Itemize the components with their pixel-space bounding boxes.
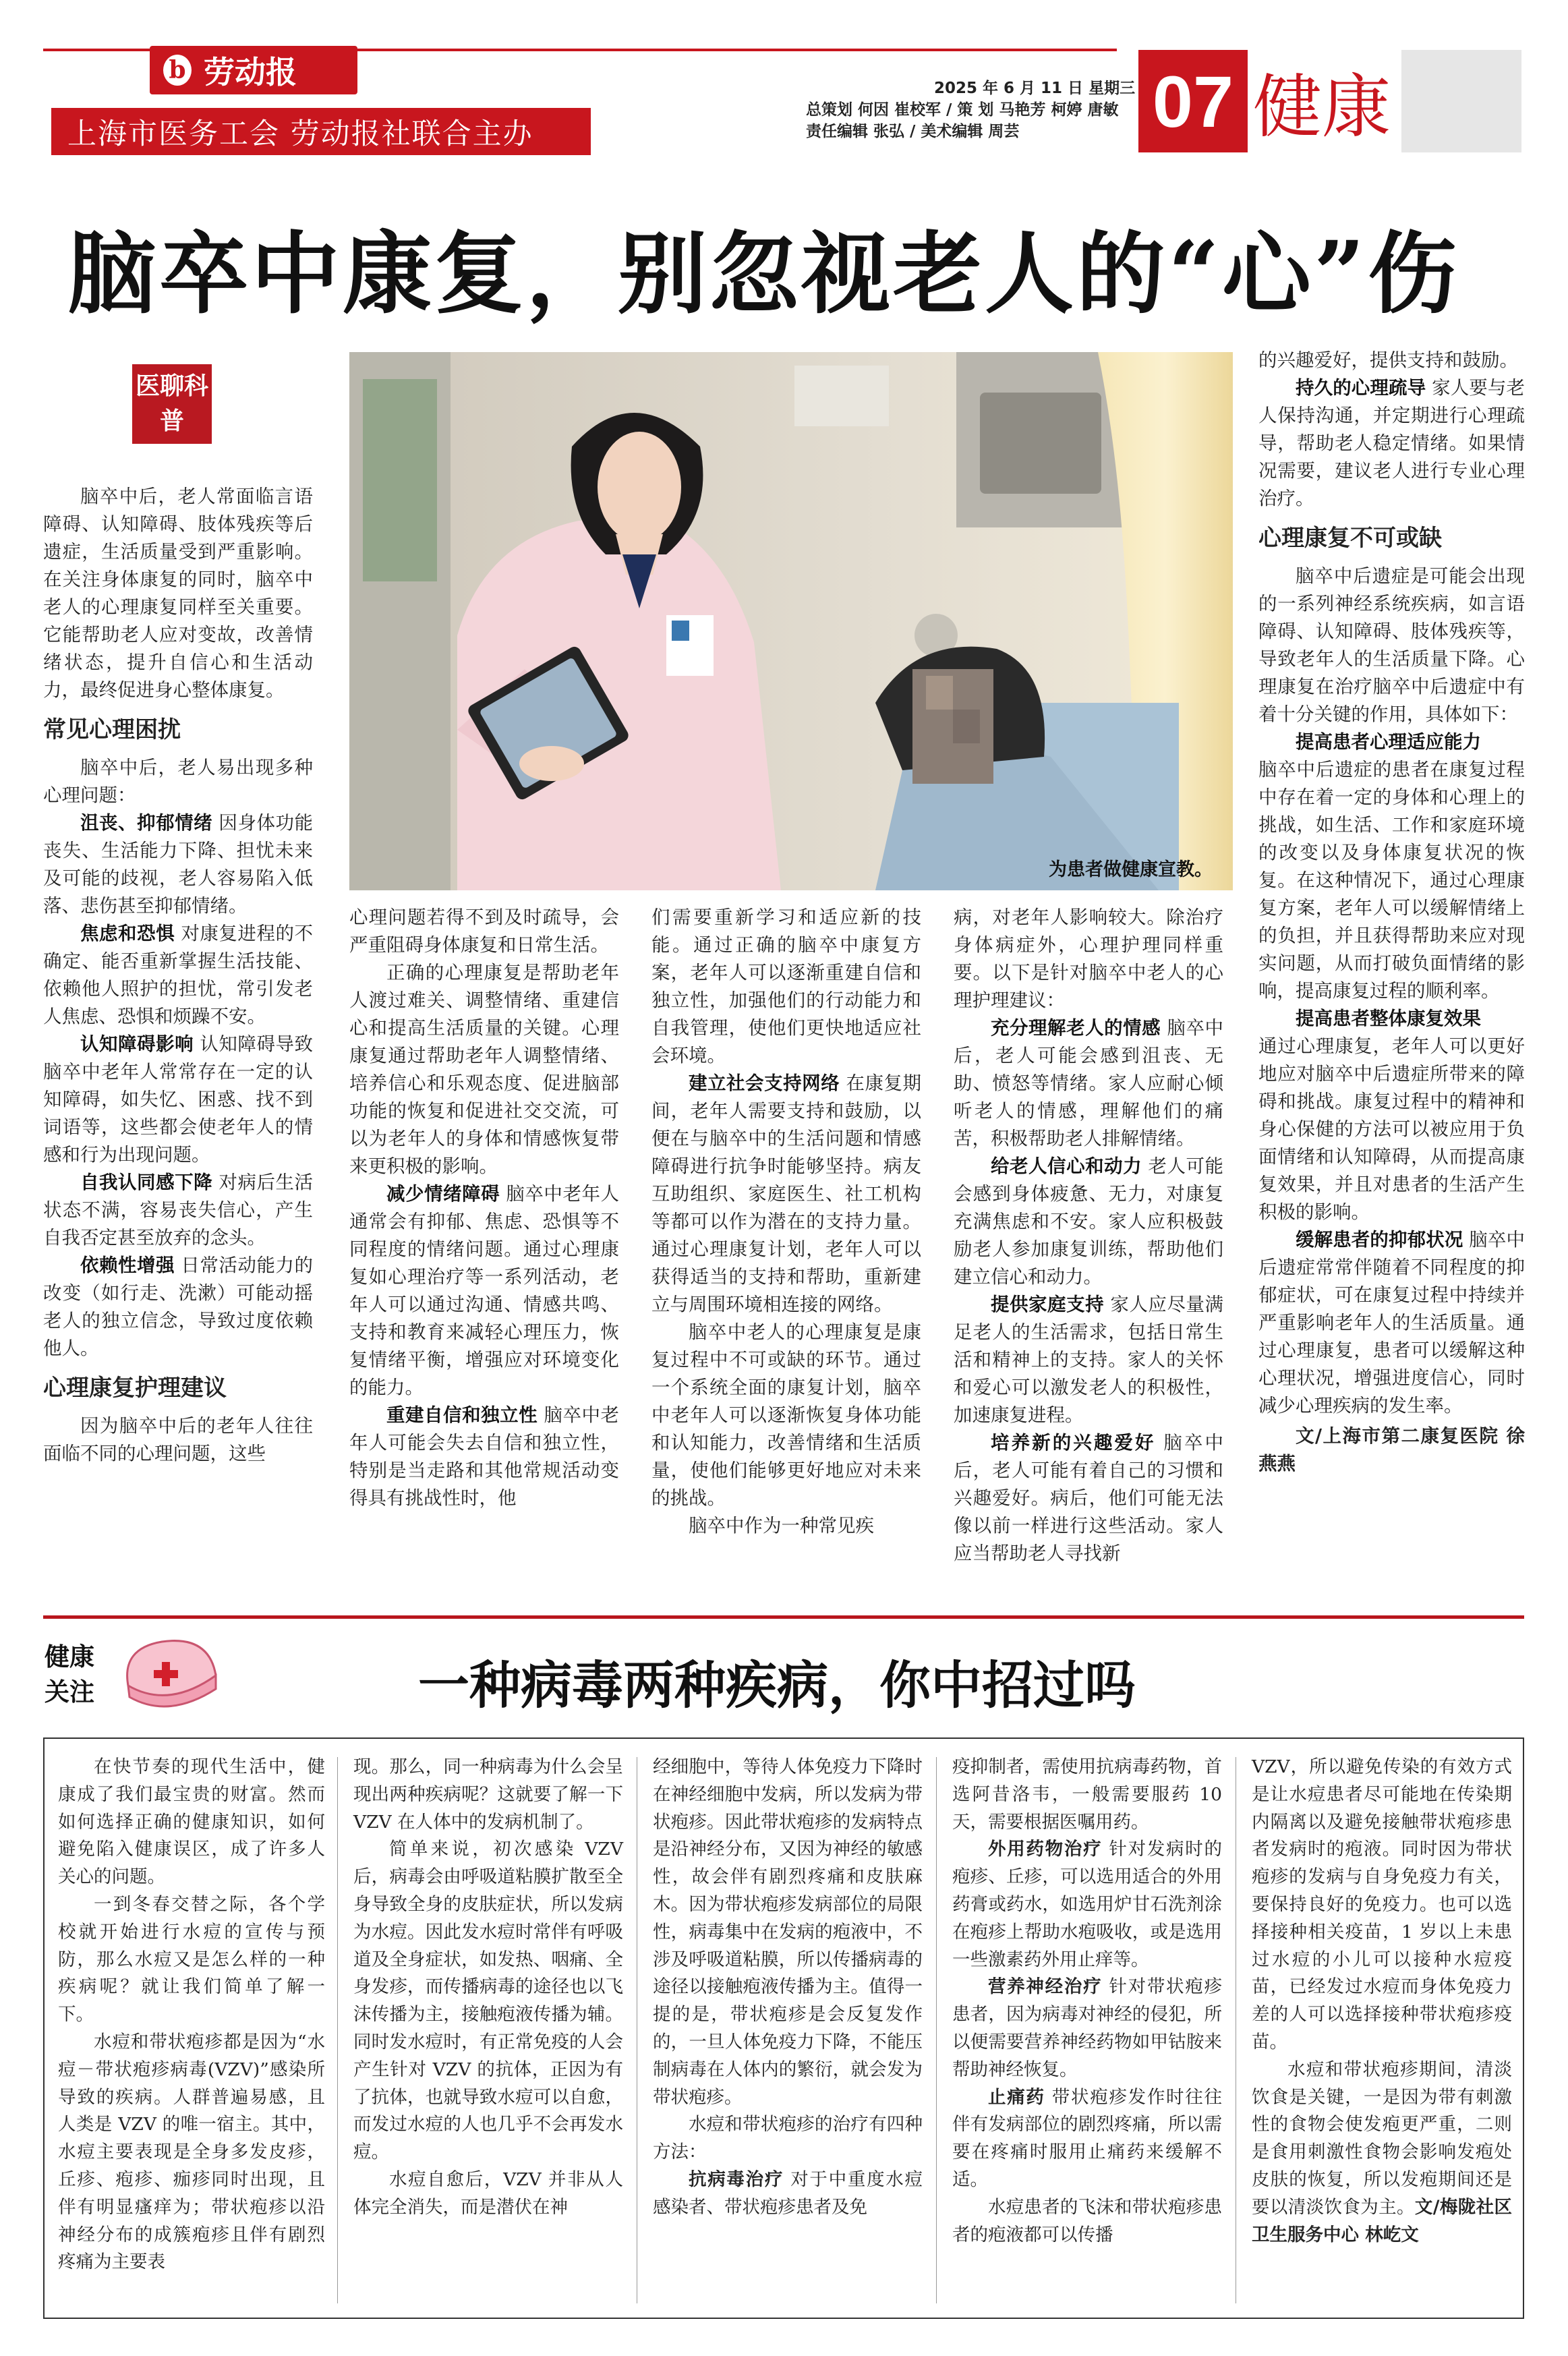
section-divider <box>43 1615 1524 1619</box>
paragraph: 的兴趣爱好，提供支持和鼓励。 <box>1258 349 1518 371</box>
paragraph <box>954 1153 1223 1291</box>
paragraph-text: 因身体功能丧失、生活能力下降、担忧未来及可能的歧视，老人容易陷入低落、悲伤甚至抑郁情绪。 <box>43 812 314 917</box>
paragraph: 正确的心理康复是帮助老年人渡过难关、调整情绪、重建信心和提高生活质量的关键。心理康复通过帮助老年人调整情绪、培养信心和乐观态度、促进脑部功能的恢复和促进社交交流，可以为老年人的身体和情感恢复带来更积极的影响。 <box>349 962 619 1177</box>
intro-paragraph: 脑卒中后，老人常面临言语障碍、认知障碍、肢体残疾等后遗症，生活质量受到严重影响。在关注身体康复的同时，脑卒中老人的心理康复同样至关重要。它能帮助老人应对变故，改善情绪状态，提升自信心和生活动力，最终促进身心整体康复。 <box>43 486 313 701</box>
paragraph <box>349 1180 619 1402</box>
paragraph: 脑卒中后遗症的患者在康复过程中存在着一定的身体和心理上的挑战，如生活、工作和家庭环境的改变以及身体康复状况的恢复。在这种情况下，通过心理康复方案，老年人可以缓解情绪上的负担，并且获得帮助来应对现实问题，从而打破负面情绪的影响，提高康复过程的顺利率。 <box>1258 759 1525 1002</box>
lead-term: 自我认同感下降 <box>80 1172 213 1193</box>
lead-term: 充分理解老人的情感 <box>991 1017 1161 1039</box>
paragraph-text: 脑卒中老年人可能会失去自信和独立性，特别是当走路和其他常规活动变得具有挑战性时，他 <box>349 1404 619 1509</box>
lead-term: 持久的心理疏导 <box>1296 377 1426 399</box>
paragraph: 经细胞中，等待人体免疫力下降时在神经细胞中发病，所以发病为带状疱疹。因此带状疱疹的发病特点是沿神经分布，又因为神经的敏感性，故会伴有剧烈疼痛和皮肤麻木。因为带状疱疹发病部位的局限性，病毒集中在发病的疱液中，不涉及呼吸道粘膜，所以传播病毒的途径以接触疱液传播为主。值得一提的是，带状疱疹是会反复发作的，一旦人体免疫力下降，不能压制病毒在人体内的繁衍，就会发为带状疱疹。 <box>653 1756 923 2108</box>
paragraph: 水痘和带状疱疹的治疗有四种方法： <box>653 2114 923 2163</box>
paragraph-text: 对康复进程的不确定、能否重新掌握生活技能、依赖他人照护的担忧，常引发老人焦虑、恐惧和烦躁不安。 <box>43 923 313 1027</box>
nurse-cap-icon <box>115 1621 223 1723</box>
paragraph <box>653 2166 923 2222</box>
paragraph-text: 对于中重度水痘感染者、带状疱疹患者及免 <box>653 2168 923 2218</box>
article1-headline: 脑卒中康复，别忽视老人的“心”伤 <box>67 222 1459 326</box>
article2-col4 <box>952 1754 1222 2249</box>
paragraph: 心理问题若得不到及时疏导，会严重阻碍身体康复和日常生活。 <box>349 907 619 956</box>
lead-term: 外用药物治疗 <box>988 1839 1103 1860</box>
subhead-indispensable: 心理康复不可或缺 <box>1258 525 1442 552</box>
masthead-meta <box>806 78 1136 142</box>
paragraph-text: 脑卒中后，老人可能会感到沮丧、无助、愤怒等情绪。家人应耐心倾听老人的情感，理解他们的痛苦，积极帮助老人排解情绪。 <box>954 1017 1223 1149</box>
lead-term: 重建自信和独立性 <box>386 1404 538 1426</box>
article2-col3 <box>653 1754 923 2222</box>
paragraph-text: 家人应尽量满足老人的生活需求，包括日常生活和精神上的支持。家人的关怀和爱心可以激发老人的积极性，加速康复进程。 <box>954 1294 1223 1426</box>
photo-caption: 为患者做健康宣教。 <box>1049 859 1213 880</box>
lead-term: 提高患者整体康复效果 <box>1296 1008 1481 1029</box>
top-rule-right <box>357 49 1117 51</box>
paragraph <box>952 1836 1222 1974</box>
article1-col3 <box>651 904 921 1540</box>
paragraph-text: 脑卒中后遗症常常伴随着不同程度的抑郁症状，可在康复过程中持续并严重影响老年人的生活质量。通过心理康复，患者可以缓解这种心理状况，增强进度信心，同时减少心理疾病的发生率。 <box>1258 1229 1526 1416</box>
paragraph: 脑卒中老人的心理康复是康复过程中不可或缺的环节。通过一个系统全面的康复计划，脑卒中老年人可以逐渐恢复身体功能和认知能力，改善情绪和生活质量，使他们能够更好地应对未来的挑战。 <box>651 1321 921 1509</box>
paragraph-text: 家人要与老人保持沟通，并定期进行心理疏导，帮助老人稳定情绪。如果情况需要，建议老人进行专业心理治疗。 <box>1258 377 1526 509</box>
section-name: 健康 <box>1253 67 1391 148</box>
lead-term: 依赖性增强 <box>80 1255 175 1276</box>
paragraph-text: 认知障碍导致脑卒中老年人常常存在一定的认知障碍，如失忆、困惑、找不到词语等，这些都会使老年人的情感和行为出现问题。 <box>43 1033 313 1166</box>
paragraph <box>952 2084 1222 2194</box>
paragraph-text: 日常活动能力的改变（如行走、洗漱）可能动摇老人的独立信念，导致过度依赖他人。 <box>43 1255 313 1359</box>
lead-term: 焦虑和恐惧 <box>80 923 175 944</box>
paragraph <box>349 1402 619 1512</box>
paragraph <box>1258 374 1525 513</box>
paragraph: 水痘自愈后，VZV 并非从人体完全消失，而是潜伏在神 <box>353 2168 623 2218</box>
paragraph: 疫抑制者，需使用抗病毒药物，首选阿昔洛韦，一般需要服药 10 天，需要根据医嘱用药。 <box>952 1756 1222 1833</box>
column-tag-text: 医聊科普 <box>135 372 208 435</box>
lead-term: 提高患者心理适应能力 <box>1296 731 1481 753</box>
paragraph: 脑卒中后遗症是可能会出现的一系列神经系统疾病，如言语障碍、认知障碍、肢体残疾等，导致老年人的生活质量下降。心理康复在治疗脑卒中后遗症中有着十分关键的作用，具体如下： <box>1258 565 1525 725</box>
logo-mark-icon: b <box>163 55 192 86</box>
paragraph <box>954 1014 1223 1153</box>
lead-term: 培养新的兴趣爱好 <box>991 1432 1156 1454</box>
newspaper-logo <box>150 46 357 94</box>
paragraph-text: 在康复期间，老年人需要支持和鼓励，以便在与脑卒中的生活问题和情感障碍进行抗争时能够坚持。病友互助组织、家庭医生、社工机构等都可以作为潜在的支持力量。通过心理康复计划，老年人可以获得适当的支持和帮助，重新建立与周围环境相连接的网络。 <box>651 1072 921 1315</box>
column-divider <box>337 1757 338 2303</box>
article1-photo <box>349 352 1233 890</box>
lead-term: 认知障碍影响 <box>80 1033 194 1055</box>
paragraph <box>1252 2057 1512 2249</box>
paragraph <box>43 1252 313 1362</box>
column-divider <box>936 1757 937 2303</box>
paragraph: 通过心理康复，老年人可以更好地应对脑卒中后遗症所带来的障碍和挑战。康复过程中的精神和身心保健的方法可以被应用于负面情绪和认知障碍，从而提高康复效果，并且对患者的生活产生积极的影响。 <box>1258 1035 1525 1223</box>
article2-headline: 一种病毒两种疾病，你中招过吗 <box>418 1655 1136 1715</box>
paragraph <box>43 1169 313 1252</box>
paragraph: 脑卒中后，老人易出现多种心理问题： <box>43 757 313 806</box>
paragraph <box>954 1291 1223 1429</box>
paragraph <box>43 1031 313 1169</box>
lead-heading <box>1258 1005 1525 1033</box>
paragraph: 病，对老年人影响较大。除治疗身体病症外，心理护理同样重要。以下是针对脑卒中老人的心理护理建议： <box>954 907 1223 1011</box>
paragraph: 水痘患者的飞沫和带状疱疹患者的疱液都可以传播 <box>952 2196 1222 2245</box>
paragraph: 在快节奏的现代生活中，健康成了我们最宝贵的财富。然而如何选择正确的健康知识，如何避免陷入健康误区，成了许多人关心的问题。 <box>58 1756 325 1888</box>
paragraph: 简单来说，初次感染 VZV 后，病毒会由呼吸道粘膜扩散至全身导致全身的皮肤症状，所以发病为水痘。因此发水痘时常伴有呼吸道及全身症状，如发热、咽痛、全身发疹，而传播病毒的途径也以飞沫传播为主，接触疱液传播为辅。同时发水痘时，有正常免疫的人会产生针对 VZV 的抗体，正因为有了抗体，也就导致水痘可以自愈，而发过水痘的人也几乎不会再发水痘。 <box>353 1839 623 2163</box>
paragraph-text: 针对发病时的疱疹、丘疹，可以选用适合的外用药膏或药水，如选用炉甘石洗剂涂在疱疹上帮助水疱吸收，或是选用一些激素药外用止痒等。 <box>952 1839 1222 1970</box>
lead-term: 抗病毒治疗 <box>689 2168 784 2190</box>
paragraph: 们需要重新学习和适应新的技能。通过正确的脑卒中康复方案，老年人可以逐渐重建自信和独立性，加强他们的行动能力和自我管理，使他们更快地适应社会环境。 <box>651 907 921 1066</box>
article1-col4 <box>954 904 1223 1568</box>
article1-col5 <box>1258 347 1525 1478</box>
paragraph: 一到冬春交替之际，各个学校就开始进行水痘的宣传与预防，那么水痘又是怎么样的一种疾病呢？就让我们简单了解一下。 <box>58 1893 325 2025</box>
paragraph: VZV，所以避免传染的有效方式是让水痘患者尽可能地在传染期内隔离以及避免接触带状疱疹患者发病时的疱液。同时因为带状疱疹的发病与自身免疫力有关，要保持良好的免疫力。也可以选择接种相关疫苗，1 岁以上未患过水痘的小儿可以接种水痘疫苗，已经发过水痘而身体免疫力差的人可以选择接种带状疱疹疫苗。 <box>1252 1756 1512 2052</box>
paragraph-text: 对病后生活状态不满，容易丧失信心，产生自我否定甚至放弃的念头。 <box>43 1172 314 1248</box>
article1-byline: 文/上海市第二康复医院 徐燕燕 <box>1258 1425 1525 1474</box>
page-number: 07 <box>1138 50 1248 152</box>
lead-term: 沮丧、抑郁情绪 <box>80 812 213 834</box>
article2-byline: 文/梅陇社区卫生服务中心 林屹文 <box>1252 2196 1512 2245</box>
logo-text: 劳动报 <box>204 54 297 90</box>
paragraph-text: 老人可能会感到身体疲惫、无力，对康复充满焦虑和不安。家人应积极鼓励老人参加康复训练，帮助他们建立信心和动力。 <box>954 1155 1223 1288</box>
paragraph <box>952 1974 1222 2084</box>
paragraph-text: 脑卒中老年人通常会有抑郁、焦虑、恐惧等不同程度的情绪问题。通过心理康复如心理治疗等一系列活动，老年人可以通过沟通、情感共鸣、支持和教育来减轻心理压力，恢复情绪平衡，增强应对环境变化的能力。 <box>349 1183 619 1398</box>
paragraph <box>43 920 313 1031</box>
article1-col1 <box>43 483 313 1468</box>
planners-credit: 总策划 何因 崔校军 / 策 划 马艳芳 柯婷 唐敏 <box>806 101 1119 119</box>
lead-term: 提供家庭支持 <box>991 1294 1105 1315</box>
subhead-care-advice: 心理康复护理建议 <box>43 1375 227 1402</box>
lead-heading <box>1258 728 1525 756</box>
paragraph <box>43 809 313 920</box>
top-rule-left <box>43 49 150 51</box>
paragraph <box>954 1429 1223 1568</box>
paragraph: 因为脑卒中后的老年人往往面临不同的心理问题，这些 <box>43 1415 313 1464</box>
paragraph: 现。那么，同一种病毒为什么会呈现出两种疾病呢？这就要了解一下 VZV 在人体中的发病机制了。 <box>353 1756 623 1833</box>
lead-term: 建立社会支持网络 <box>689 1072 840 1094</box>
paragraph: 脑卒中作为一种常见疾 <box>689 1515 874 1536</box>
paragraph: 水痘和带状疱疹都是因为“水痘－带状疱疹病毒(VZV)”感染所导致的疾病。人群普遍易感，且人类是 VZV 的唯一宿主。其中，水痘主要表现是全身多发皮疹，丘疹、疱疹、痂疹同时出现，且伴有明显瘙痒为；带状疱疹以沿神经分布的成簇疱疹且伴有剧烈疼痛为主要表 <box>58 2031 325 2273</box>
paragraph <box>651 1070 921 1319</box>
subhead-common-issues: 常见心理困扰 <box>43 716 181 743</box>
lead-term: 止痛药 <box>988 2086 1045 2108</box>
article2-col5 <box>1252 1754 1512 2249</box>
organizer-banner: 上海市医务工会 劳动报社联合主办 <box>51 108 591 155</box>
issue-date: 2025 年 6 月 11 日 星期三 <box>934 80 1136 97</box>
lead-term: 给老人信心和动力 <box>991 1155 1142 1177</box>
paragraph-text: 针对带状疱疹患者，因为病毒对神经的侵犯，所以便需要营养神经药物如甲钴胺来帮助神经恢复。 <box>952 1976 1222 2080</box>
paragraph-text: 脑卒中后，老人可能有着自己的习惯和兴趣爱好。病后，他们可能无法像以前一样进行这些活动。家人应当帮助老人寻找新 <box>954 1432 1223 1564</box>
paragraph-text: 水痘和带状疱疹期间，清淡饮食是关键，一是因为带有刺激性的食物会使发疱更严重，二则是食用刺激性食物会影响发疱处皮肤的恢复，所以发疱期间还是要以清淡饮食为主。 <box>1252 2059 1512 2218</box>
column-tag-health: 健康关注 <box>45 1642 94 1706</box>
article2-col2 <box>353 1754 623 2222</box>
column-tag-medical <box>132 364 212 444</box>
lead-term: 缓解患者的抑郁状况 <box>1296 1229 1463 1251</box>
article1-col2 <box>349 904 619 1512</box>
lead-term: 减少情绪障碍 <box>386 1183 500 1205</box>
lead-term: 营养神经治疗 <box>988 1976 1103 1998</box>
nurse-patient-photo <box>349 352 1233 890</box>
editors-credit: 责任编辑 张弘 / 美术编辑 周芸 <box>806 123 1020 140</box>
section-grey-bar <box>1401 50 1521 152</box>
paragraph-text: 带状疱疹发作时往往伴有发病部位的剧烈疼痛，所以需要在疼痛时服用止痛药来缓解不适。 <box>952 2086 1222 2190</box>
article2-col1 <box>58 1754 325 2276</box>
paragraph <box>1258 1226 1525 1420</box>
